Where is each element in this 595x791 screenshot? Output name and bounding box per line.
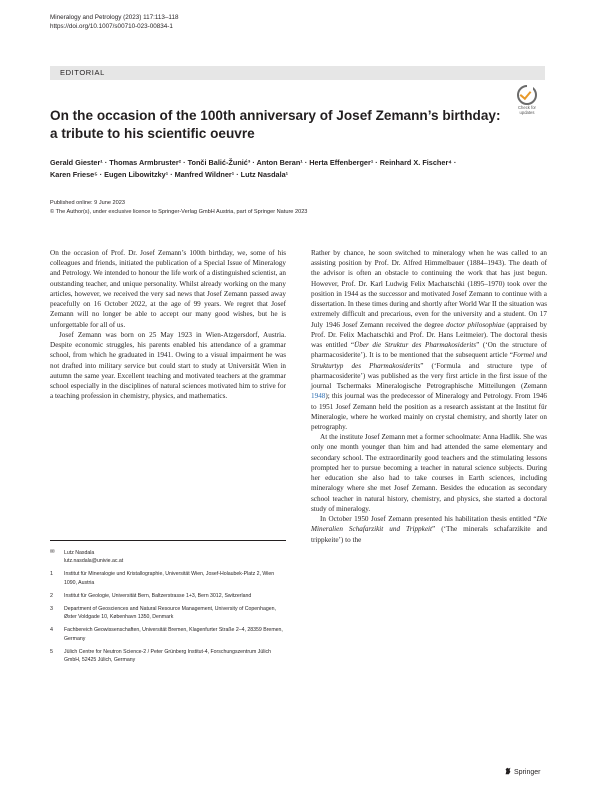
authors-line[interactable]: Karen Friese⁵ · Eugen Libowitzky¹ · Manfred Wildner¹ · Lutz Nasdala¹ [50,170,289,179]
citation-link[interactable]: 1948 [311,392,326,401]
springer-horse-icon [504,767,512,775]
affiliation-text: Institut für Mineralogie und Kristallographie, Universität Wien, Josef-Holaubek-Platz 2, Wien 1090, Austria [64,571,275,586]
corresponding-author [50,549,286,565]
check-for-updates-button[interactable] [512,85,542,117]
body-paragraph: Josef Zemann was born on 25 May 1923 in Wien-Atzgersdorf, Austria. Despite economic struggles, his parents enabled his attendance of a grammar school, from which he graduated in 1941. Owing to a visual impairment he was not drafted into military service but could start to study at Universität Wien in autumn the same year. Excellent teaching and motivated teachers at the grammar school especially in the disciplines of natural sciences motivated him to strive for a teaching profession in chemistry, physics, and mathematics. [50,330,286,401]
affiliation-item [50,626,286,642]
publisher-name: Springer [514,769,541,776]
authors-line[interactable]: Gerald Giester¹ · Thomas Armbruster² · Tonči Balić-Žunić³ · Anton Beran¹ · Herta Effenberger¹ · Reinhard X. Fischer⁴ · [50,158,457,167]
body-paragraph: At the institute Josef Zemann met a former schoolmate: Anna Hadlik. She was only one month younger than him and had attended the same elementary and secondary school. The extraordinarily good teachers and the stimulating lessons prompted her to pursue becoming a teacher in natural science subjects. During her education she also had to take courses in Earth sciences, including mineralogy where she met Josef Zemann. Besides the education as secondary school teacher in natural history, chemistry, and physics, she started a doctoral study of mineralogy. [311,433,547,513]
affiliation-text: Department of Geosciences and Natural Resource Management, University of Copenhagen, Øster Voldgade 10, København 1350, Denmark [64,606,276,621]
section-bar [50,66,545,80]
body-paragraph: Rather by chance, he soon switched to mineralogy when he was called to an assisting position by Prof. Dr. Alfred Himmelbauer (1884–1943). The death of the advisor is often an obstacle to continuing the work that has just begun. However, Prof. Dr. Karl Ludwig Felix Machatschki (1895–1970) took over the position in 1944 as the successor and motivated Josef Zemann to continue with a dissertation. In these times during and shortly after World War II the situation was extremely difficult and precarious, even for the university and a student. On 17 July 1946 Josef Zemann received the degree doctor philosophiae (appraised by Prof. Dr. Felix Machatschki and Prof. Dr. Hans Leitmeier). The doctoral thesis was entitled “Über die Struktur des Pharmakosiderits” (‘On the structure of pharmacosiderite’). It is to be mentioned that the subsequent article “Formel und Strukturtyp des Pharmakosiderits” (‘Formula and structure type of pharmacosiderite’) was published as the very first article in the first issue of the journal Tschermaks Mineralogische Petrographische Mitteilungen (Zemann 1948); this journal was the predecessor of Mineralogy and Petrology. From 1946 to 1951 Josef Zemann held the position as a research assistant at the Institut für Mineralogie, where he worked mainly on crystal chemistry, and shortly later on petrography. [311,249,548,431]
publisher-logo [504,767,540,776]
affiliation-text: Institut für Geologie, Universität Bern, Baltzerstrasse 1+3, Bern 3012, Switzerland [64,592,252,599]
envelope-icon: ✉ [50,549,55,555]
affiliation-text: Jülich Centre for Neutron Science-2 / Peter Grünberg Institut-4, Forschungszentrum Jülich GmbH, 52425 Jülich, Germany [64,648,272,664]
check-updates-icon [517,85,537,105]
affiliations [50,549,286,669]
journal-citation: Mineralogy and Petrology (2023) 117:113–118 [50,14,179,21]
copyright-notice: © The Author(s), under exclusive licence to Springer-Verlag GmbH Austria, part of Springer Nature 2023 [50,208,308,215]
affiliation-number: 4 [50,627,53,634]
article-title: On the occasion of the 100th anniversary of Josef Zemann’s birthday: a tribute to his scientific oeuvre [50,108,501,141]
affiliation-number: 2 [50,592,53,599]
affiliation-number: 1 [50,571,53,578]
affiliation-number: 5 [50,648,53,655]
affiliation-number: 3 [50,606,53,613]
affiliation-item [50,648,286,664]
author-list [50,157,550,181]
body-column-left [50,248,286,402]
journal-header [50,14,178,31]
affiliation-text: Fachbereich Geowissenschaften, Universität Bremen, Klagenfurter Straße 2–4, 28359 Bremen, Germany [64,627,283,642]
affiliation-item [50,592,286,600]
body-column-right [311,248,547,545]
affiliation-item [50,605,286,621]
publication-info [50,199,550,216]
published-date: Published online: 9 June 2023 [50,200,125,206]
footnote-divider [50,540,286,541]
section-label: EDITORIAL [60,68,105,77]
affiliation-item [50,570,286,586]
body-paragraph: On the occasion of Prof. Dr. Josef Zemann’s 100th birthday, we, some of his colleagues and friends, initiated the publication of a Special Issue of Mineralogy and Petrology. We intended to honour the life work of a distinguished scientist, an outstanding teacher, and unique personality. Whilst already working on the many articles, however, we received the very sad news that Josef Zemann passed away peacefully on 16 October 2022, at the age of 99 years. We regret that Josef Zemann will no longer be able to accept our many good wishes, but he is unforgettable for all of us. [50,249,286,329]
body-paragraph: In October 1950 Josef Zemann presented his habilitation thesis entitled “Die Mineralien Schafarzikit und Trippkeit” (‘The minerals schafarzikite and trippkeite’) to the [311,515,547,544]
doi-link[interactable]: https://doi.org/10.1007/s00710-023-00834-1 [50,22,173,30]
corresponding-name: Lutz Nasdala [64,550,95,556]
corresponding-email[interactable]: lutz.nasdala@univie.ac.at [64,558,124,565]
check-updates-label: Check for updates [518,105,536,115]
